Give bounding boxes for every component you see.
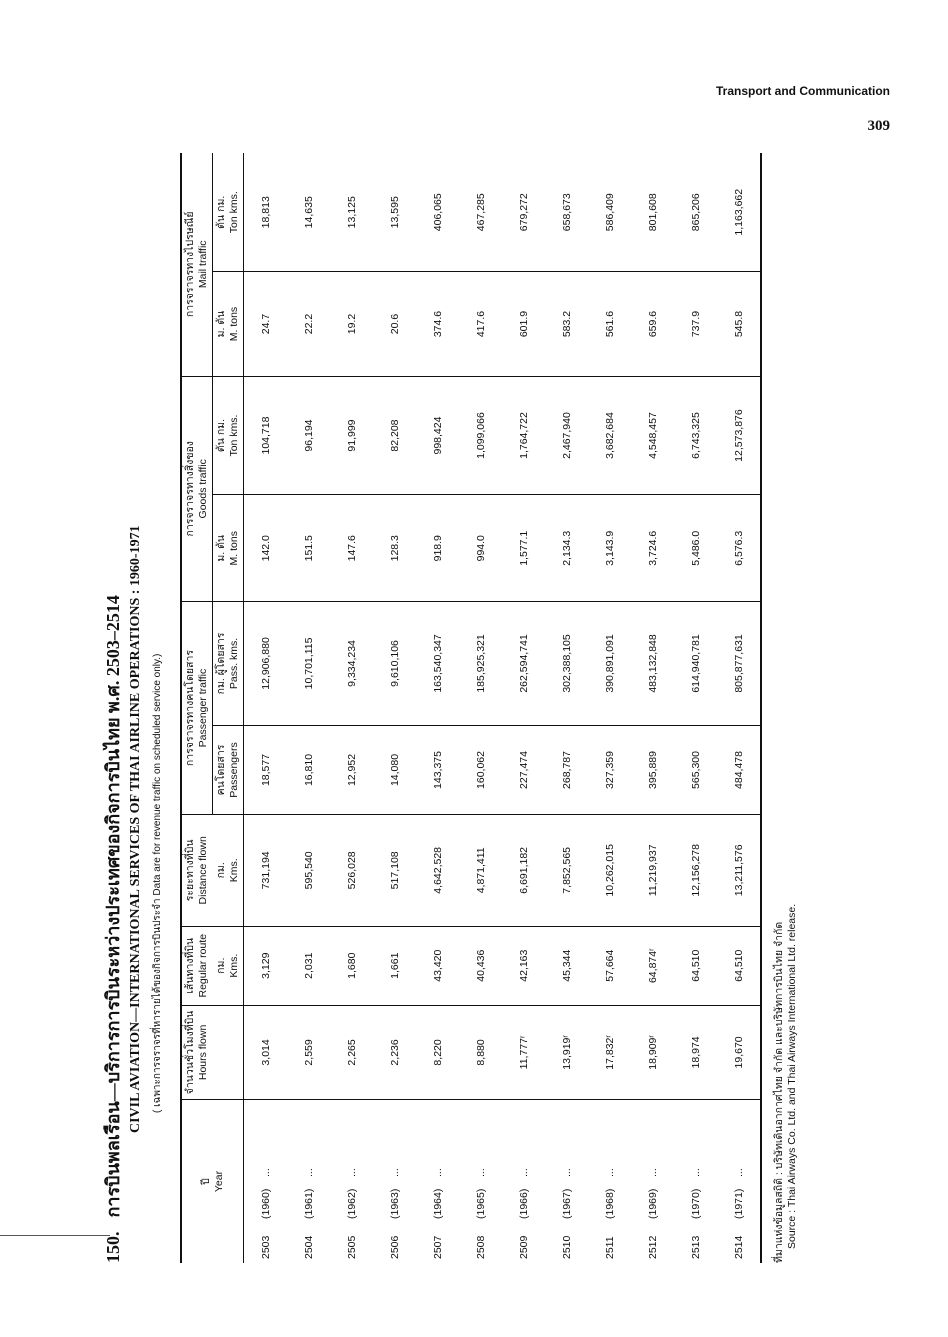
rotated-table-page bbox=[98, 153, 808, 1263]
cell-mtk: 801,608 bbox=[631, 153, 674, 272]
cell-mt: 24.7 bbox=[244, 272, 288, 376]
cell-hours: 18,909ʳ bbox=[631, 1005, 674, 1099]
cell-dist: 11,219,937 bbox=[631, 815, 674, 926]
cell-route: 1,661 bbox=[373, 926, 416, 1005]
cell-route: 45,344 bbox=[545, 926, 588, 1005]
cell-route: 1,680 bbox=[330, 926, 373, 1005]
leader-dots: ... bbox=[603, 1168, 616, 1177]
cell-gt: 994.0 bbox=[459, 495, 502, 602]
page-number: 309 bbox=[867, 118, 890, 134]
table-row bbox=[674, 153, 717, 1263]
cell-hours: 17,832ʳ bbox=[588, 1005, 631, 1099]
cell-mtk: 865,206 bbox=[674, 153, 717, 272]
year-ad: (1960) bbox=[259, 1188, 272, 1219]
cell-mtk: 586,409 bbox=[588, 153, 631, 272]
cell-hours: 8,880 bbox=[459, 1005, 502, 1099]
cell-gt: 142.0 bbox=[244, 495, 288, 602]
table-row bbox=[717, 153, 761, 1263]
cell-gtk: 91,999 bbox=[330, 376, 373, 495]
cell-pass: 16,810 bbox=[287, 725, 330, 814]
cell-dist: 10,262,015 bbox=[588, 815, 631, 926]
year-be: 2514 bbox=[732, 1235, 745, 1259]
running-title: Transport and Communication bbox=[715, 84, 890, 98]
table-row bbox=[631, 153, 674, 1263]
cell-mt: 561.6 bbox=[588, 272, 631, 376]
cell-mtk: 658,673 bbox=[545, 153, 588, 272]
year-be: 2513 bbox=[689, 1235, 702, 1259]
cell-pkm: 483,132,848 bbox=[631, 602, 674, 726]
cell-hours: 2,265 bbox=[330, 1005, 373, 1099]
cell-route: 3,129 bbox=[244, 926, 288, 1005]
cell-route: 42,163 bbox=[502, 926, 545, 1005]
year-ad: (1964) bbox=[431, 1188, 444, 1219]
year-cell bbox=[545, 1099, 588, 1263]
cell-pass: 18,577 bbox=[244, 725, 288, 814]
cell-mtk: 14,635 bbox=[287, 153, 330, 272]
cell-route: 2,031 bbox=[287, 926, 330, 1005]
cell-route: 43,420 bbox=[416, 926, 459, 1005]
year-be: 2508 bbox=[474, 1235, 487, 1259]
cell-hours: 2,236 bbox=[373, 1005, 416, 1099]
cell-gt: 918.9 bbox=[416, 495, 459, 602]
goods-header: การจราจรทางสิ่งของ Goods traffic bbox=[181, 376, 213, 601]
cell-gtk: 3,682,684 bbox=[588, 376, 631, 495]
distance-unit: กม. Kms. bbox=[213, 815, 244, 926]
table-note: ( เฉพาะการจราจรที่หารายได้ของกิจการบินประจำ Data are for revenue traffic on scheduled service only.) bbox=[152, 653, 163, 1113]
cell-gtk: 1,764,722 bbox=[502, 376, 545, 495]
year-be: 2504 bbox=[302, 1235, 315, 1259]
cell-mt: 22.2 bbox=[287, 272, 330, 376]
cell-pass: 268,787 bbox=[545, 725, 588, 814]
year-be: 2503 bbox=[259, 1235, 272, 1259]
table-row bbox=[588, 153, 631, 1263]
mail-tonkms-subheader: ตัน กม. Ton kms. bbox=[213, 153, 244, 272]
cell-mt: 417.6 bbox=[459, 272, 502, 376]
source-thai: ที่มาแห่งข้อมูลสถิติ : บริษัทเดินอากาศไทย จำกัด และบริษัทการบินไทย จำกัด bbox=[773, 921, 785, 1263]
cell-mt: 583.2 bbox=[545, 272, 588, 376]
table-row bbox=[545, 153, 588, 1263]
pass-kms-subheader: กม. ผู้โดยสาร Pass. kms. bbox=[213, 602, 244, 726]
cell-pass: 12,952 bbox=[330, 725, 373, 814]
cell-dist: 595,540 bbox=[287, 815, 330, 926]
leader-dots: ... bbox=[259, 1168, 272, 1177]
table-row bbox=[373, 153, 416, 1263]
table-title-thai bbox=[98, 153, 128, 1263]
year-ad: (1963) bbox=[388, 1188, 401, 1219]
year-cell bbox=[244, 1099, 288, 1263]
year-ad: (1971) bbox=[732, 1188, 745, 1219]
cell-mt: 374.6 bbox=[416, 272, 459, 376]
table-row bbox=[287, 153, 330, 1263]
cell-pkm: 185,925,321 bbox=[459, 602, 502, 726]
cell-gt: 151.5 bbox=[287, 495, 330, 602]
route-header: เส้นทางที่บิน Regular route bbox=[181, 926, 213, 1005]
route-unit: กม. Kms. bbox=[213, 926, 244, 1005]
cell-gtk: 104,718 bbox=[244, 376, 288, 495]
year-cell bbox=[287, 1099, 330, 1263]
margin-rule bbox=[0, 1235, 110, 1236]
cell-gt: 128.3 bbox=[373, 495, 416, 602]
table-row bbox=[416, 153, 459, 1263]
leader-dots: ... bbox=[431, 1168, 444, 1177]
cell-gt: 147.6 bbox=[330, 495, 373, 602]
year-be: 2510 bbox=[560, 1235, 573, 1259]
year-be: 2507 bbox=[431, 1235, 444, 1259]
cell-gtk: 12,573,876 bbox=[717, 376, 761, 495]
cell-route: 64,874ʳ bbox=[631, 926, 674, 1005]
cell-route: 64,510 bbox=[717, 926, 761, 1005]
table-row bbox=[330, 153, 373, 1263]
cell-mtk: 13,125 bbox=[330, 153, 373, 272]
goods-tonkms-subheader: ตัน กม. Ton kms. bbox=[213, 376, 244, 495]
cell-gt: 1,577.1 bbox=[502, 495, 545, 602]
cell-pkm: 163,540,347 bbox=[416, 602, 459, 726]
leader-dots: ... bbox=[388, 1168, 401, 1177]
cell-gtk: 998,424 bbox=[416, 376, 459, 495]
cell-dist: 526,028 bbox=[330, 815, 373, 926]
cell-pass: 160,062 bbox=[459, 725, 502, 814]
year-ad: (1969) bbox=[646, 1188, 659, 1219]
cell-hours: 3,014 bbox=[244, 1005, 288, 1099]
mail-tons-subheader: ม. ตัน M. tons bbox=[213, 272, 244, 376]
cell-gt: 2,134.3 bbox=[545, 495, 588, 602]
cell-pass: 484,478 bbox=[717, 725, 761, 814]
year-cell bbox=[717, 1099, 761, 1263]
cell-mtk: 467,285 bbox=[459, 153, 502, 272]
year-be: 2506 bbox=[388, 1235, 401, 1259]
cell-pkm: 9,334,234 bbox=[330, 602, 373, 726]
cell-hours: 8,220 bbox=[416, 1005, 459, 1099]
cell-mt: 737.9 bbox=[674, 272, 717, 376]
year-cell bbox=[502, 1099, 545, 1263]
cell-dist: 4,642,528 bbox=[416, 815, 459, 926]
cell-dist: 731,194 bbox=[244, 815, 288, 926]
year-be: 2505 bbox=[345, 1235, 358, 1259]
leader-dots: ... bbox=[517, 1168, 530, 1177]
goods-tons-subheader: ม. ตัน M. tons bbox=[213, 495, 244, 602]
cell-pass: 227,474 bbox=[502, 725, 545, 814]
cell-mt: 545.8 bbox=[717, 272, 761, 376]
title-thai-text: การบินพลเรือน—บริการการบินระหว่างประเทศของกิจการบินไทย พ.ศ. 2503–2514 bbox=[103, 595, 123, 1218]
cell-pkm: 302,388,105 bbox=[545, 602, 588, 726]
table-number: 150. bbox=[103, 1231, 123, 1263]
cell-hours: 19,670 bbox=[717, 1005, 761, 1099]
cell-hours: 2,559 bbox=[287, 1005, 330, 1099]
year-cell bbox=[674, 1099, 717, 1263]
cell-route: 40,436 bbox=[459, 926, 502, 1005]
cell-gt: 6,576.3 bbox=[717, 495, 761, 602]
year-cell bbox=[631, 1099, 674, 1263]
cell-mtk: 18,813 bbox=[244, 153, 288, 272]
cell-dist: 517,108 bbox=[373, 815, 416, 926]
leader-dots: ... bbox=[689, 1168, 702, 1177]
passengers-subheader: คนโดยสาร Passengers bbox=[213, 725, 244, 814]
cell-dist: 13,211,576 bbox=[717, 815, 761, 926]
cell-hours: 13,919ʳ bbox=[545, 1005, 588, 1099]
cell-gtk: 96,194 bbox=[287, 376, 330, 495]
distance-header: ระยะทางที่บิน Distance flown bbox=[181, 815, 213, 926]
cell-pkm: 805,877,631 bbox=[717, 602, 761, 726]
year-ad: (1970) bbox=[689, 1188, 702, 1219]
year-cell bbox=[459, 1099, 502, 1263]
cell-pkm: 262,594,741 bbox=[502, 602, 545, 726]
cell-pkm: 10,701,115 bbox=[287, 602, 330, 726]
mail-header: การจราจรทางไปรษณีย์ Mail traffic bbox=[181, 153, 213, 376]
year-ad: (1966) bbox=[517, 1188, 530, 1219]
source-english: Source : Thai Airways Co. Ltd. and Thai Airways International Ltd. release. bbox=[786, 903, 798, 1249]
cell-gt: 3,724.6 bbox=[631, 495, 674, 602]
cell-pkm: 9,610,106 bbox=[373, 602, 416, 726]
cell-gtk: 2,467,940 bbox=[545, 376, 588, 495]
cell-mtk: 679,272 bbox=[502, 153, 545, 272]
passenger-header: การจราจรทางคนโดยสาร Passenger traffic bbox=[181, 602, 213, 815]
year-cell bbox=[373, 1099, 416, 1263]
cell-gtk: 4,548,457 bbox=[631, 376, 674, 495]
cell-dist: 4,871,411 bbox=[459, 815, 502, 926]
cell-pass: 395,889 bbox=[631, 725, 674, 814]
table-row bbox=[502, 153, 545, 1263]
cell-route: 57,664 bbox=[588, 926, 631, 1005]
cell-dist: 7,852,565 bbox=[545, 815, 588, 926]
year-be: 2512 bbox=[646, 1235, 659, 1259]
table-row bbox=[459, 153, 502, 1263]
cell-mtk: 13,595 bbox=[373, 153, 416, 272]
year-ad: (1967) bbox=[560, 1188, 573, 1219]
cell-mt: 19.2 bbox=[330, 272, 373, 376]
year-ad: (1961) bbox=[302, 1188, 315, 1219]
cell-dist: 12,156,278 bbox=[674, 815, 717, 926]
year-ad: (1968) bbox=[603, 1188, 616, 1219]
cell-mtk: 1,163,662 bbox=[717, 153, 761, 272]
year-cell bbox=[588, 1099, 631, 1263]
aviation-table bbox=[180, 153, 762, 1263]
year-be: 2511 bbox=[603, 1236, 616, 1259]
cell-mtk: 406,065 bbox=[416, 153, 459, 272]
leader-dots: ... bbox=[302, 1168, 315, 1177]
year-cell bbox=[416, 1099, 459, 1263]
table-title-english: CIVIL AVIATION—INTERNATIONAL SERVICES OF THAI AIRLINE OPERATIONS : 1960-1971 bbox=[128, 525, 143, 1133]
cell-route: 64,510 bbox=[674, 926, 717, 1005]
cell-hours: 11,777ʳ bbox=[502, 1005, 545, 1099]
leader-dots: ... bbox=[560, 1168, 573, 1177]
cell-pkm: 390,891,091 bbox=[588, 602, 631, 726]
year-header: ปี Year bbox=[181, 1099, 244, 1263]
cell-pass: 565,300 bbox=[674, 725, 717, 814]
leader-dots: ... bbox=[345, 1168, 358, 1177]
cell-gtk: 82,208 bbox=[373, 376, 416, 495]
cell-pkm: 12,906,880 bbox=[244, 602, 288, 726]
cell-pkm: 614,940,781 bbox=[674, 602, 717, 726]
cell-pass: 143,375 bbox=[416, 725, 459, 814]
leader-dots: ... bbox=[646, 1168, 659, 1177]
year-ad: (1962) bbox=[345, 1188, 358, 1219]
cell-hours: 18,974 bbox=[674, 1005, 717, 1099]
leader-dots: ... bbox=[474, 1168, 487, 1177]
cell-mt: 601.9 bbox=[502, 272, 545, 376]
hours-header: จำนวนชั่วโมงที่บิน Hours flown bbox=[181, 1005, 244, 1099]
cell-mt: 659.6 bbox=[631, 272, 674, 376]
cell-mt: 20.6 bbox=[373, 272, 416, 376]
cell-dist: 6,691,182 bbox=[502, 815, 545, 926]
cell-gt: 3,143.9 bbox=[588, 495, 631, 602]
table-row bbox=[244, 153, 288, 1263]
year-ad: (1965) bbox=[474, 1188, 487, 1219]
cell-gt: 5,486.0 bbox=[674, 495, 717, 602]
cell-gtk: 1,099,066 bbox=[459, 376, 502, 495]
year-be: 2509 bbox=[517, 1235, 530, 1259]
cell-gtk: 6,743,325 bbox=[674, 376, 717, 495]
leader-dots: ... bbox=[732, 1168, 745, 1177]
cell-pass: 14,080 bbox=[373, 725, 416, 814]
cell-pass: 327,359 bbox=[588, 725, 631, 814]
year-cell bbox=[330, 1099, 373, 1263]
